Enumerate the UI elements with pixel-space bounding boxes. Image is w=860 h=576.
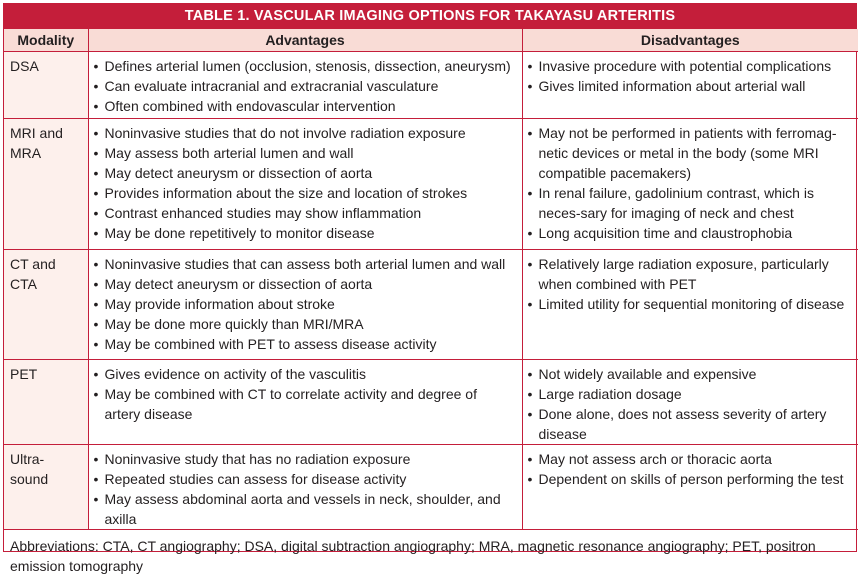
disadvantages-list (528, 56, 854, 96)
advantages-cell (88, 249, 522, 359)
advantage-item: • May be combined with CT to correlate activity and degree of artery disease (94, 384, 517, 424)
table-row (4, 118, 858, 249)
table-row (4, 249, 858, 359)
disadvantages-cell (522, 249, 858, 359)
table-row (4, 444, 858, 529)
disadvantages-list (528, 364, 854, 444)
advantages-cell (88, 51, 522, 118)
advantage-item: • Contrast enhanced studies may show inflammation (94, 203, 517, 223)
modality-label-line: CTA (10, 275, 37, 292)
advantages-list (94, 56, 517, 116)
disadvantage-item: • Invasive procedure with potential complications (528, 56, 854, 76)
disadvantages-cell (522, 444, 858, 529)
disadvantage-item: • Not widely available and expensive (528, 364, 854, 384)
modality-cell (4, 444, 88, 529)
modality-label-line: CT and (10, 255, 56, 272)
modality-label-line: Ultra- (10, 450, 45, 467)
modality-cell (4, 249, 88, 359)
modality-label-line: DSA (10, 57, 39, 74)
modality-cell (4, 51, 88, 118)
advantage-item: • Can evaluate intracranial and extracranial vasculature (94, 76, 517, 96)
imaging-table (4, 29, 858, 530)
advantages-list (94, 449, 517, 529)
advantage-item: • May assess abdominal aorta and vessels in neck, shoulder, and axilla (94, 489, 517, 529)
disadvantage-item: • May not be performed in patients with ferromag-netic devices or metal in the body (some MRI compatible pacemakers) (528, 123, 854, 183)
disadvantage-item: • Large radiation dosage (528, 384, 854, 404)
disadvantage-item: • Gives limited information about arterial wall (528, 76, 854, 96)
disadvantages-list (528, 449, 854, 489)
advantage-item: • Often combined with endovascular intervention (94, 96, 517, 116)
disadvantage-item: • Done alone, does not assess severity of artery disease (528, 404, 854, 444)
advantage-item: • Noninvasive studies that can assess both arterial lumen and wall (94, 254, 517, 274)
modality-cell (4, 118, 88, 249)
advantage-item: • Defines arterial lumen (occlusion, stenosis, dissection, aneurysm) (94, 56, 517, 76)
disadvantage-item: • May not assess arch or thoracic aorta (528, 449, 854, 469)
advantage-item: • May be done more quickly than MRI/MRA (94, 314, 517, 334)
advantage-item: • May be combined with PET to assess disease activity (94, 334, 517, 354)
advantage-item: • Noninvasive study that has no radiation exposure (94, 449, 517, 469)
disadvantages-cell (522, 359, 858, 444)
advantages-list (94, 254, 517, 354)
advantage-item: • May detect aneurysm or dissection of aorta (94, 274, 517, 294)
modality-label-line: MRA (10, 144, 42, 161)
disadvantages-cell (522, 51, 858, 118)
advantage-item: • May assess both arterial lumen and wall (94, 143, 517, 163)
abbreviations-footnote: Abbreviations: CTA, CT angiography; DSA, digital subtraction angiography; MRA, magnetic resonance angiography; PET, positron emission tomography (10, 537, 816, 574)
advantages-cell (88, 444, 522, 529)
advantage-item: • May detect aneurysm or dissection of aorta (94, 163, 517, 183)
modality-cell (4, 359, 88, 444)
advantage-item: • Gives evidence on activity of the vasculitis (94, 364, 517, 384)
disadvantages-cell (522, 118, 858, 249)
disadvantages-list (528, 254, 854, 314)
advantages-cell (88, 118, 522, 249)
advantage-item: • Noninvasive studies that do not involve radiation exposure (94, 123, 517, 143)
advantage-item: • May be done repetitively to monitor disease (94, 223, 517, 243)
table-row (4, 359, 858, 444)
header-disadvantages: Disadvantages (522, 29, 858, 51)
advantages-list (94, 123, 517, 243)
disadvantage-item: • Relatively large radiation exposure, particularly when combined with PET (528, 254, 854, 294)
table-title: TABLE 1. VASCULAR IMAGING OPTIONS FOR TAKAYASU ARTERITIS (4, 4, 856, 29)
header-modality: Modality (4, 29, 88, 51)
disadvantage-item: • Long acquisition time and claustrophobia (528, 223, 854, 243)
header-advantages: Advantages (88, 29, 522, 51)
table-row (4, 51, 858, 118)
disadvantage-item: • Dependent on skills of person performing the test (528, 469, 854, 489)
modality-label-line: MRI and (10, 124, 63, 141)
advantages-list (94, 364, 517, 424)
disadvantages-list (528, 123, 854, 243)
table-container (3, 3, 857, 574)
advantage-item: • May provide information about stroke (94, 294, 517, 314)
advantages-cell (88, 359, 522, 444)
advantage-item: • Provides information about the size and location of strokes (94, 183, 517, 203)
disadvantage-item: • Limited utility for sequential monitoring of disease (528, 294, 854, 314)
modality-label-line: sound (10, 470, 49, 487)
disadvantage-item: • In renal failure, gadolinium contrast, which is neces-sary for imaging of neck and chest (528, 183, 854, 223)
modality-label-line: PET (10, 365, 38, 382)
advantage-item: • Repeated studies can assess for disease activity (94, 469, 517, 489)
header-row (4, 29, 858, 51)
